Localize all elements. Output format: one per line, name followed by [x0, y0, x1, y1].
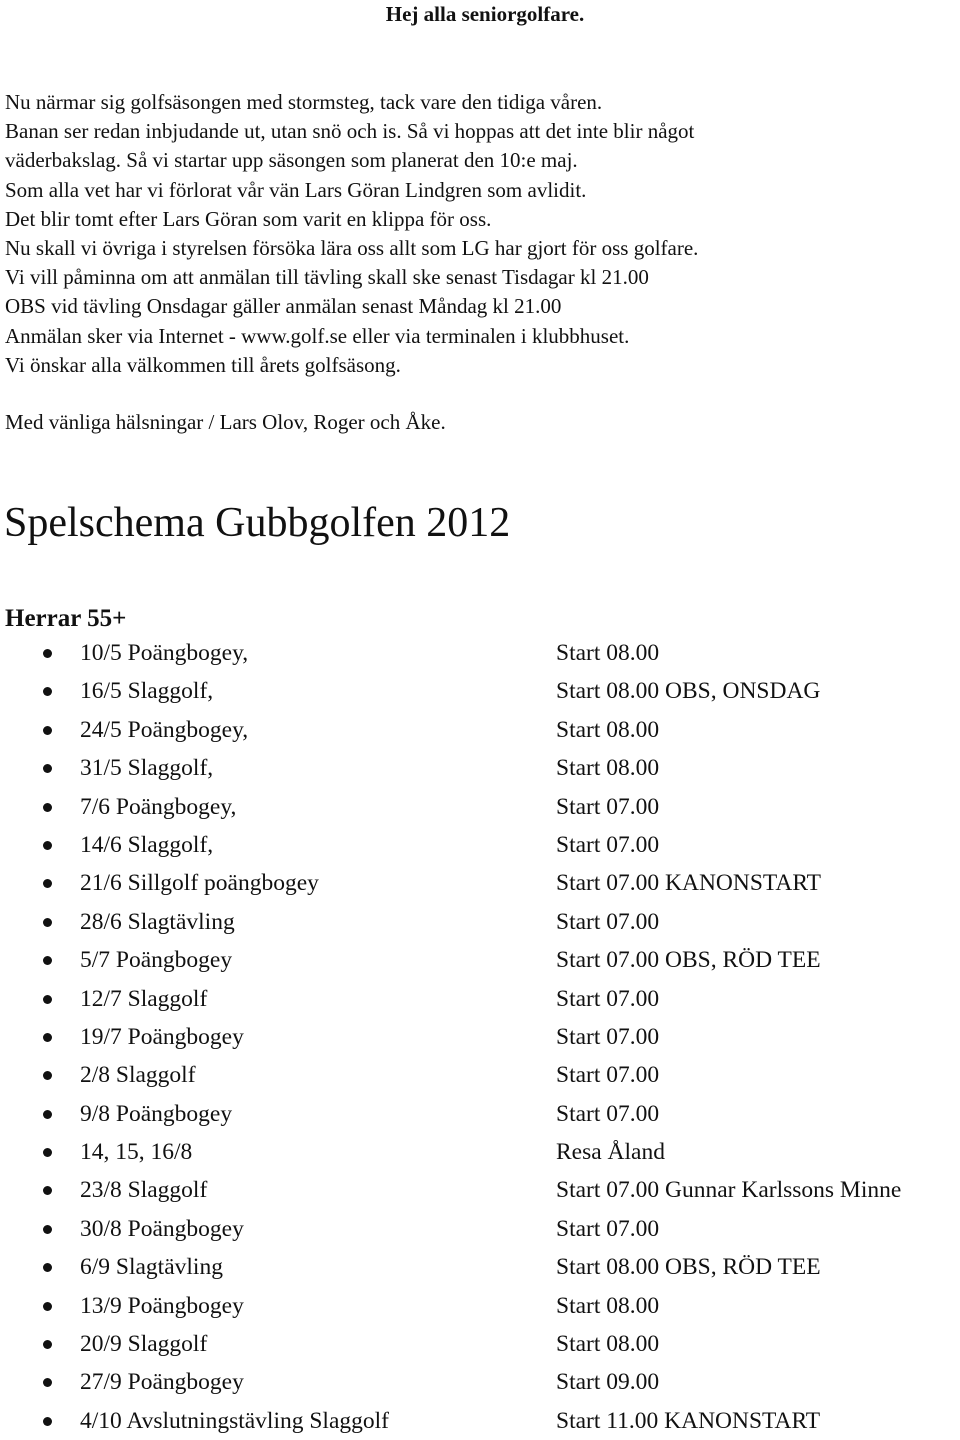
schedule-item [0, 1402, 960, 1440]
schedule-start: Start 08.00 [556, 1292, 660, 1319]
group-title: Herrar 55+ [5, 605, 127, 632]
bullet-icon [43, 1110, 52, 1119]
schedule-event: 14/6 Slaggolf, [80, 831, 214, 858]
schedule-title: Spelschema Gubbgolfen 2012 [4, 500, 511, 546]
bullet-icon [43, 1263, 52, 1272]
schedule-event: 14, 15, 16/8 [80, 1139, 193, 1166]
letter-line: Som alla vet har vi förlorat vår vän Lars Göran Lindgren som avlidit. [5, 177, 587, 202]
bullet-icon [43, 1378, 52, 1387]
schedule-item [0, 749, 960, 787]
schedule-start: Start 07.00 [556, 1062, 660, 1089]
schedule-start: Start 07.00 OBS, RÖD TEE [556, 947, 821, 974]
schedule-start: Start 07.00 KANONSTART [556, 870, 821, 897]
schedule-start: Start 07.00 [556, 1215, 660, 1242]
bullet-icon [43, 1186, 52, 1195]
bullet-icon [43, 649, 52, 658]
schedule-start: Start 07.00 [556, 831, 660, 858]
letter-line: Det blir tomt efter Lars Göran som varit en klippa för oss. [5, 206, 492, 231]
bullet-icon [43, 956, 52, 965]
bullet-icon [43, 764, 52, 773]
schedule-start: Start 07.00 [556, 1100, 660, 1127]
bullet-icon [43, 803, 52, 812]
schedule-start: Start 08.00 [556, 640, 660, 666]
bullet-icon [43, 1417, 52, 1426]
schedule-event: 10/5 Poängbogey, [80, 640, 249, 666]
schedule-event: 24/5 Poängbogey, [80, 716, 249, 743]
signature: Med vänliga hälsningar / Lars Olov, Roger och Åke. [5, 410, 446, 434]
schedule-start: Resa Åland [556, 1139, 665, 1166]
schedule-item [0, 980, 960, 1018]
letter-line: väderbakslag. Så vi startar upp säsongen som planerat den 10:e maj. [5, 148, 578, 173]
schedule-event: 13/9 Poängbogey [80, 1292, 244, 1319]
schedule-event: 31/5 Slaggolf, [80, 755, 214, 782]
schedule-event: 5/7 Poängbogey [80, 947, 233, 974]
schedule-list [0, 634, 960, 1440]
schedule-event: 6/9 Slagtävling [80, 1254, 223, 1281]
bullet-icon [43, 1340, 52, 1349]
bullet-icon [43, 918, 52, 927]
schedule-start: Start 07.00 [556, 985, 660, 1012]
schedule-start: Start 07.00 Gunnar Karlssons Minne [556, 1177, 902, 1204]
bullet-icon [43, 1225, 52, 1234]
schedule-start: Start 08.00 [556, 716, 660, 743]
letter-line: Vi önskar alla välkommen till årets golfsäsong. [5, 352, 401, 377]
schedule-item [0, 1210, 960, 1248]
schedule-item [0, 941, 960, 979]
schedule-start: Start 11.00 KANONSTART [556, 1407, 821, 1434]
schedule-event: 7/6 Poängbogey, [80, 793, 237, 820]
schedule-item [0, 711, 960, 749]
schedule-item [0, 864, 960, 902]
schedule-start: Start 08.00 OBS, ONSDAG [556, 678, 821, 705]
bullet-icon [43, 1302, 52, 1311]
schedule-start: Start 08.00 [556, 755, 660, 782]
bullet-icon [43, 1033, 52, 1042]
schedule-item [0, 903, 960, 941]
greeting-heading: Hej alla seniorgolfare. [385, 2, 585, 26]
schedule-start: Start 08.00 [556, 1331, 660, 1358]
schedule-start: Start 09.00 [556, 1369, 660, 1396]
schedule-item [0, 1248, 960, 1286]
schedule-start: Start 07.00 [556, 908, 660, 935]
schedule-event: 21/6 Sillgolf poängbogey [80, 870, 319, 897]
schedule-item [0, 1095, 960, 1133]
schedule-start: Start 07.00 [556, 1023, 660, 1050]
schedule-event: 27/9 Poängbogey [80, 1369, 244, 1396]
schedule-item [0, 1287, 960, 1325]
schedule-event: 16/5 Slaggolf, [80, 678, 214, 705]
schedule-start: Start 08.00 OBS, RÖD TEE [556, 1254, 821, 1281]
letter-line: Nu närmar sig golfsäsongen med stormsteg, tack vare den tidiga våren. [5, 90, 603, 114]
schedule-event: 23/8 Slaggolf [80, 1177, 208, 1204]
schedule-event: 30/8 Poängbogey [80, 1215, 244, 1242]
schedule-event: 4/10 Avslutningstävling Slaggolf [80, 1407, 389, 1434]
bullet-icon [43, 1148, 52, 1157]
schedule-item [0, 1133, 960, 1171]
bullet-icon [43, 726, 52, 735]
schedule-start: Start 07.00 [556, 793, 660, 820]
bullet-icon [43, 841, 52, 850]
bullet-icon [43, 687, 52, 696]
schedule-item [0, 672, 960, 710]
schedule-item [0, 1171, 960, 1209]
schedule-item [0, 1056, 960, 1094]
schedule-item [0, 1018, 960, 1056]
letter-line: Vi vill påminna om att anmälan till tävling skall ske senast Tisdagar kl 21.00 [5, 265, 649, 290]
bullet-icon [43, 1071, 52, 1080]
bullet-icon [43, 995, 52, 1004]
schedule-item [0, 788, 960, 826]
letter-line: Anmälan sker via Internet - www.golf.se eller via terminalen i klubbhuset. [5, 323, 630, 348]
schedule-event: 9/8 Poängbogey [80, 1100, 233, 1127]
schedule-event: 12/7 Slaggolf [80, 985, 208, 1012]
schedule-item [0, 1363, 960, 1401]
letter-line: OBS vid tävling Onsdagar gäller anmälan senast Måndag kl 21.00 [5, 294, 562, 319]
schedule-item [0, 1325, 960, 1363]
schedule-item [0, 826, 960, 864]
schedule-event: 20/9 Slaggolf [80, 1331, 208, 1358]
schedule-event: 28/6 Slagtävling [80, 908, 235, 935]
bullet-icon [43, 879, 52, 888]
schedule-item [0, 634, 960, 672]
schedule-event: 19/7 Poängbogey [80, 1023, 244, 1050]
letter-line: Nu skall vi övriga i styrelsen försöka lära oss allt som LG har gjort för oss golfare. [5, 236, 699, 261]
schedule-event: 2/8 Slaggolf [80, 1062, 196, 1089]
letter-line: Banan ser redan inbjudande ut, utan snö och is. Så vi hoppas att det inte blir något [5, 119, 695, 144]
letter-body [5, 88, 960, 380]
